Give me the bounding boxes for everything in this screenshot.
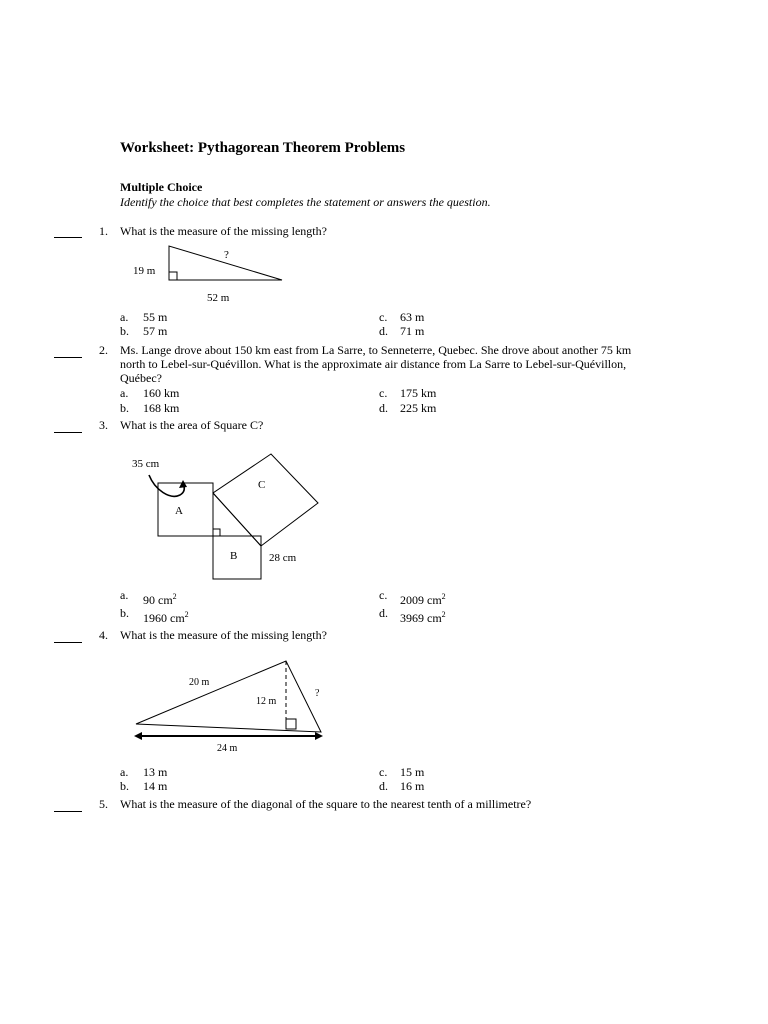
choice-letter: d. [379,324,388,338]
question-number-5: 5. [99,797,108,811]
choice-letter: b. [120,779,129,793]
choice-value[interactable] [400,611,446,625]
exponent: 2 [172,592,177,601]
length-label-a: 35 cm [132,458,160,470]
choice-value[interactable]: 168 km [143,401,180,415]
hypotenuse-label: 20 m [189,677,210,688]
choice-value[interactable]: 160 km [143,386,180,400]
choice-text: 2009 cm [400,593,442,607]
question-text-3: What is the area of Square C? [120,418,264,432]
question-number-2: 2. [99,343,108,357]
square-c [213,454,318,546]
question-text-2-line-1: Ms. Lange drove about 150 km east from La Sarre, to Senneterre, Quebec. She drove about another 75 km [120,343,632,357]
choice-value[interactable]: 57 m [143,324,168,338]
exponent: 2 [441,592,446,601]
side-label: 19 m [133,265,156,277]
right-angle-mark [286,719,296,729]
instructions: Identify the choice that best completes the statement or answers the question. [120,195,491,209]
answer-blank-2[interactable] [54,357,82,358]
choice-letter: d. [379,606,388,620]
height-label: 12 m [256,696,277,707]
choice-text: 90 cm [143,593,173,607]
length-label-b: 28 cm [269,552,297,564]
base-label: 52 m [207,292,230,304]
choice-letter: c. [379,765,388,779]
unknown-label: ? [315,688,320,699]
squares-figure-3 [125,450,330,582]
choice-value[interactable]: 14 m [143,779,168,793]
arrow-head [179,480,187,488]
question-text-2-line-2: north to Lebel-sur-Quévillon. What is the approximate air distance from La Sarre to Lebel-sur-Quévillon, [120,357,627,371]
square-label-c: C [258,479,266,491]
choice-value[interactable] [400,593,446,607]
answer-blank-5[interactable] [54,811,82,812]
question-number-3: 3. [99,418,108,432]
question-text-4: What is the measure of the missing length? [120,628,327,642]
choice-letter: b. [120,606,129,620]
choice-letter: b. [120,401,129,415]
section-heading: Multiple Choice [120,180,203,194]
right-angle-mark [169,272,177,280]
base-label: 24 m [217,743,238,754]
choice-value[interactable] [143,611,189,625]
answer-blank-4[interactable] [54,642,82,643]
triangle-hypotenuse [213,493,261,546]
page-title: Worksheet: Pythagorean Theorem Problems [120,140,406,156]
choice-value[interactable] [143,593,177,607]
choice-letter: a. [120,588,129,602]
answer-blank-1[interactable] [54,237,82,238]
answer-blank-3[interactable] [54,432,82,433]
choice-letter: c. [379,386,388,400]
question-number-1: 1. [99,224,108,238]
choice-letter: c. [379,310,388,324]
choice-value[interactable]: 13 m [143,765,168,779]
choice-letter: a. [120,386,129,400]
choice-letter: c. [379,588,388,602]
choice-value[interactable]: 225 km [400,401,437,415]
choice-value[interactable]: 175 km [400,386,437,400]
exponent: 2 [441,610,446,619]
choice-letter: d. [379,779,388,793]
choice-value[interactable]: 55 m [143,310,168,324]
right-angle-mark [213,529,220,536]
triangle-shape [136,661,321,732]
arrow-left [134,732,142,740]
arrow-curve [149,475,184,496]
question-text-5: What is the measure of the diagonal of the square to the nearest tenth of a millimetre? [120,797,532,811]
choice-value[interactable]: 15 m [400,765,425,779]
question-number-4: 4. [99,628,108,642]
choice-letter: b. [120,324,129,338]
choice-letter: a. [120,765,129,779]
exponent: 2 [184,610,189,619]
choice-letter: a. [120,310,129,324]
square-a [158,483,213,536]
choice-value[interactable]: 63 m [400,310,425,324]
square-label-a: A [175,505,183,517]
choice-text: 1960 cm [143,611,185,625]
choice-value[interactable]: 16 m [400,779,425,793]
square-label-b: B [230,550,238,562]
question-text-2-line-3: Québec? [120,371,162,385]
choice-value[interactable]: 71 m [400,324,425,338]
triangle-figure-4 [128,655,333,755]
arrow-right [315,732,323,740]
question-text-1: What is the measure of the missing length? [120,224,327,238]
choice-letter: d. [379,401,388,415]
hypotenuse-label: ? [224,249,229,261]
choice-text: 3969 cm [400,611,442,625]
right-triangle-figure-1 [125,242,295,304]
